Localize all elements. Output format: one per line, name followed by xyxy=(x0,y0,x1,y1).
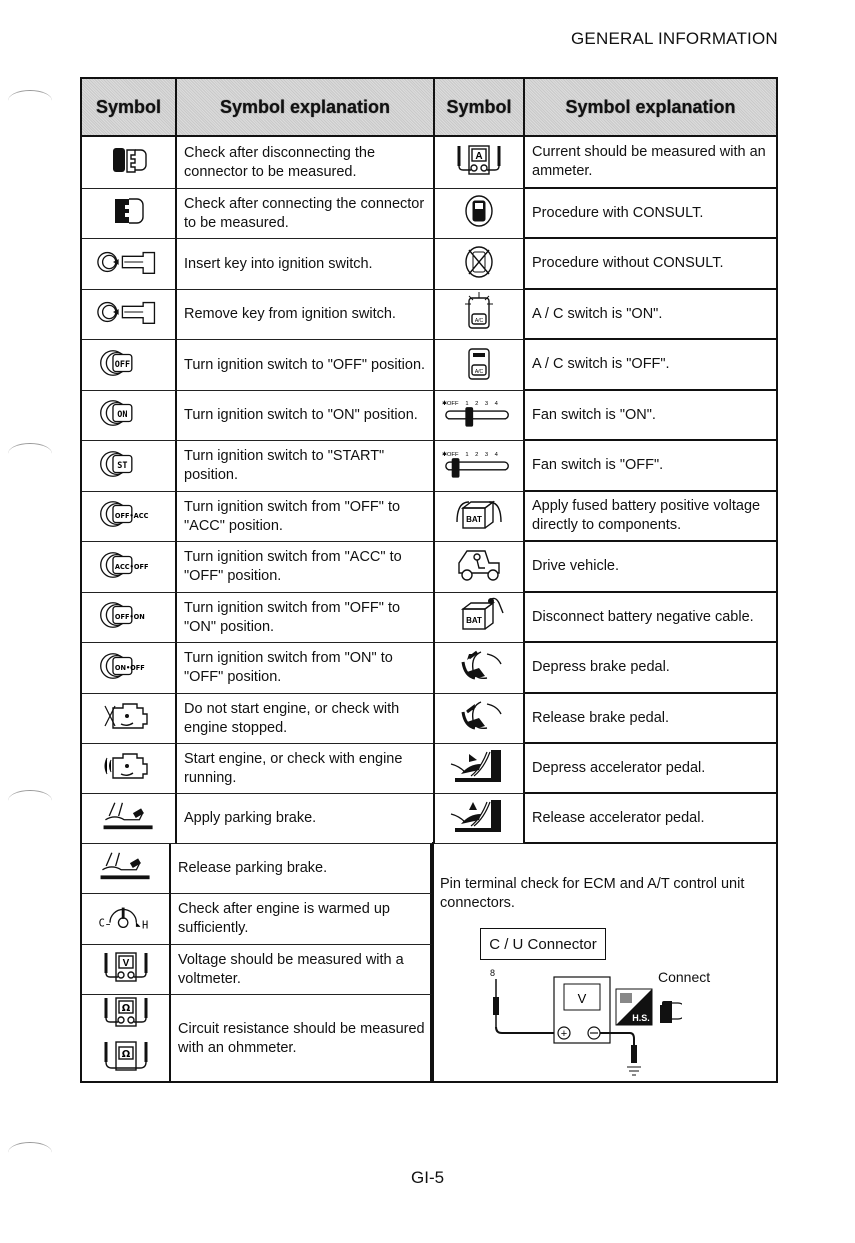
svg-text:3: 3 xyxy=(484,451,489,458)
left-symbol-cell xyxy=(82,239,177,290)
svg-text:✱OFF: ✱OFF xyxy=(441,401,459,408)
disconnect-battery-icon xyxy=(449,595,509,640)
header-explanation-right: Symbol explanation xyxy=(525,79,776,135)
left-symbol-cell xyxy=(82,794,177,844)
left-explanation-cell: Turn ignition switch from "ACC" to "OFF" position. xyxy=(177,542,435,593)
depress-accelerator-icon xyxy=(447,746,511,791)
left-explanation-cell: Turn ignition switch to "ON" position. xyxy=(177,391,435,441)
svg-text:OFF•ON: OFF•ON xyxy=(114,612,145,621)
left-symbol-cell xyxy=(82,945,171,995)
right-explanation-cell: Drive vehicle. xyxy=(525,542,776,593)
svg-text:V: V xyxy=(577,991,587,1006)
punch-hole-mark xyxy=(8,90,52,111)
right-explanation-cell: Procedure without CONSULT. xyxy=(525,239,776,290)
right-explanation-cell: Release accelerator pedal. xyxy=(525,794,776,844)
left-explanation-cell: Check after connecting the connector to be measured. xyxy=(177,189,435,239)
drive-vehicle-icon xyxy=(449,545,509,590)
engine-running-icon xyxy=(99,748,159,789)
left-explanation-cell: Check after disconnecting the connector to be measured. xyxy=(177,137,435,189)
pin-check-description: Pin terminal check for ECM and A/T control unit connectors. xyxy=(440,876,745,911)
right-explanation-cell: A / C switch is "ON". xyxy=(525,290,776,340)
right-explanation-cell: Release brake pedal. xyxy=(525,694,776,744)
svg-text:4: 4 xyxy=(494,401,498,408)
header-symbol-left: Symbol xyxy=(82,79,177,135)
punch-hole-mark xyxy=(8,443,52,464)
ignition-off-to-acc-icon xyxy=(96,496,162,537)
punch-hole-mark xyxy=(8,790,52,811)
right-explanation-cell: Disconnect battery negative cable. xyxy=(525,593,776,643)
header-explanation-left: Symbol explanation xyxy=(177,79,435,135)
right-symbol-cell xyxy=(435,189,525,239)
left-symbol-cell xyxy=(82,995,171,1082)
right-symbol-cell xyxy=(435,593,525,643)
engine-stopped-icon xyxy=(99,698,159,739)
svg-text:+: + xyxy=(560,1028,568,1040)
right-symbol-cell xyxy=(435,694,525,744)
left-explanation-cell: Turn ignition switch from "OFF" to "ON" position. xyxy=(177,593,435,643)
svg-text:Ω: Ω xyxy=(121,1049,130,1060)
svg-text:OFF•ACC: OFF•ACC xyxy=(114,511,148,520)
pin-number: 8 xyxy=(490,968,496,978)
left-symbol-cell xyxy=(82,894,171,945)
ignition-acc-to-off-icon xyxy=(96,547,162,588)
svg-text:A/C: A/C xyxy=(474,368,484,375)
right-explanation-cell: Procedure with CONSULT. xyxy=(525,189,776,239)
svg-text:A/C: A/C xyxy=(474,318,484,324)
punch-hole-mark xyxy=(8,1142,52,1163)
depress-brake-pedal-icon xyxy=(449,646,509,691)
right-explanation-cell: Current should be measured with an ammeter. xyxy=(525,137,776,189)
left-explanation-cell: Do not start engine, or check with engine stopped. xyxy=(177,694,435,744)
left-symbol-cell xyxy=(82,694,177,744)
svg-text:✱OFF: ✱OFF xyxy=(441,451,459,458)
ignition-on-icon xyxy=(96,395,162,436)
svg-text:2: 2 xyxy=(475,401,479,408)
left-explanation-cell: Turn ignition switch to "START" position. xyxy=(177,441,435,492)
left-symbol-cell xyxy=(82,441,177,492)
cu-connector-box: C / U Connector xyxy=(480,928,606,960)
pin-panel-divider xyxy=(432,842,434,1081)
connector-connected-icon xyxy=(99,193,159,234)
ignition-off-icon xyxy=(96,345,162,386)
right-explanation-cell: Fan switch is "ON". xyxy=(525,391,776,441)
release-brake-pedal-icon xyxy=(449,696,509,741)
fused-battery-icon xyxy=(449,494,509,539)
right-symbol-cell xyxy=(435,239,525,290)
svg-text:ACC•OFF: ACC•OFF xyxy=(114,562,148,571)
fan-switch-off-icon xyxy=(440,446,518,487)
right-symbol-cell xyxy=(435,744,525,794)
right-symbol-cell xyxy=(435,137,525,189)
left-explanation-cell: Check after engine is warmed up sufficiently. xyxy=(171,894,432,945)
svg-text:4: 4 xyxy=(494,451,498,458)
section-title: GENERAL INFORMATION xyxy=(571,29,778,48)
left-symbol-cell xyxy=(82,340,177,391)
right-symbol-cell xyxy=(435,391,525,441)
svg-text:H.S.: H.S. xyxy=(632,1013,650,1023)
svg-text:OFF: OFF xyxy=(114,358,130,369)
left-symbol-cell xyxy=(82,542,177,593)
right-symbol-cell xyxy=(435,441,525,492)
svg-text:1: 1 xyxy=(465,451,469,458)
svg-text:1: 1 xyxy=(465,401,469,408)
symbol-table xyxy=(80,77,778,1083)
left-symbol-cell xyxy=(82,391,177,441)
connect-label: Connect xyxy=(658,969,711,985)
voltmeter-diagram-icon xyxy=(482,967,682,1079)
left-explanation-cell: Apply parking brake. xyxy=(177,794,435,844)
insert-key-icon xyxy=(96,244,162,285)
left-symbol-cell xyxy=(82,290,177,340)
remove-key-icon xyxy=(96,294,162,335)
pin-terminal-check-panel xyxy=(432,849,778,1083)
right-explanation-cell: Depress brake pedal. xyxy=(525,643,776,694)
left-explanation-cell: Turn ignition switch from "ON" to "OFF" position. xyxy=(177,643,435,694)
svg-text:H: H xyxy=(141,918,148,931)
svg-text:ON: ON xyxy=(116,408,128,419)
right-explanation-cell: Depress accelerator pedal. xyxy=(525,744,776,794)
left-symbol-cell xyxy=(82,492,177,542)
svg-text:Ω: Ω xyxy=(121,1003,130,1014)
ohmmeter-icon xyxy=(96,994,156,1083)
header-symbol-right: Symbol xyxy=(435,79,525,135)
right-explanation-cell: Apply fused battery positive voltage directly to components. xyxy=(525,492,776,542)
right-symbol-cell xyxy=(435,492,525,542)
ignition-off-to-on-icon xyxy=(96,597,162,638)
apply-parking-brake-icon xyxy=(96,798,162,839)
left-explanation-cell: Circuit resistance should be measured with an ohmmeter. xyxy=(171,995,432,1082)
svg-text:BAT: BAT xyxy=(466,515,482,524)
svg-text:V: V xyxy=(122,958,129,969)
svg-text:ST: ST xyxy=(116,459,128,470)
ignition-on-to-off-icon xyxy=(96,648,162,689)
svg-text:A: A xyxy=(475,151,483,162)
left-explanation-cell: Remove key from ignition switch. xyxy=(177,290,435,340)
right-symbol-cell xyxy=(435,794,525,844)
ammeter-icon xyxy=(449,142,509,183)
right-symbol-cell xyxy=(435,542,525,593)
ignition-start-icon xyxy=(96,446,162,487)
left-symbol-cell xyxy=(82,643,177,694)
voltmeter-icon xyxy=(96,949,156,990)
left-symbol-cell xyxy=(82,744,177,794)
release-parking-brake-icon xyxy=(93,848,159,889)
no-consult-icon xyxy=(449,244,509,285)
right-explanation-cell: A / C switch is "OFF". xyxy=(525,340,776,391)
left-explanation-cell: Voltage should be measured with a voltmeter. xyxy=(171,945,432,995)
page-number: GI-5 xyxy=(411,1168,445,1187)
release-accelerator-icon xyxy=(447,796,511,841)
svg-text:C: C xyxy=(98,916,105,929)
right-explanation-cell: Fan switch is "OFF". xyxy=(525,441,776,492)
right-symbol-cell xyxy=(435,340,525,391)
left-explanation-cell: Release parking brake. xyxy=(171,844,432,894)
fan-switch-on-icon xyxy=(440,395,518,436)
right-symbol-cell xyxy=(435,643,525,694)
ac-switch-on-icon xyxy=(449,292,509,337)
svg-text:BAT: BAT xyxy=(466,616,482,625)
left-explanation-cell: Turn ignition switch to "OFF" position. xyxy=(177,340,435,391)
svg-text:3: 3 xyxy=(484,401,489,408)
connector-disconnected-icon xyxy=(99,142,159,183)
left-explanation-cell: Turn ignition switch from "OFF" to "ACC" position. xyxy=(177,492,435,542)
engine-warm-gauge-icon xyxy=(93,899,159,940)
svg-text:ON•OFF: ON•OFF xyxy=(114,663,145,672)
ac-switch-off-icon xyxy=(449,343,509,388)
left-symbol-cell xyxy=(82,844,171,894)
left-symbol-cell xyxy=(82,189,177,239)
consult-icon xyxy=(449,193,509,234)
left-explanation-cell: Start engine, or check with engine running. xyxy=(177,744,435,794)
left-explanation-cell: Insert key into ignition switch. xyxy=(177,239,435,290)
left-symbol-cell xyxy=(82,137,177,189)
svg-text:2: 2 xyxy=(475,451,479,458)
left-symbol-cell xyxy=(82,593,177,643)
right-symbol-cell xyxy=(435,290,525,340)
